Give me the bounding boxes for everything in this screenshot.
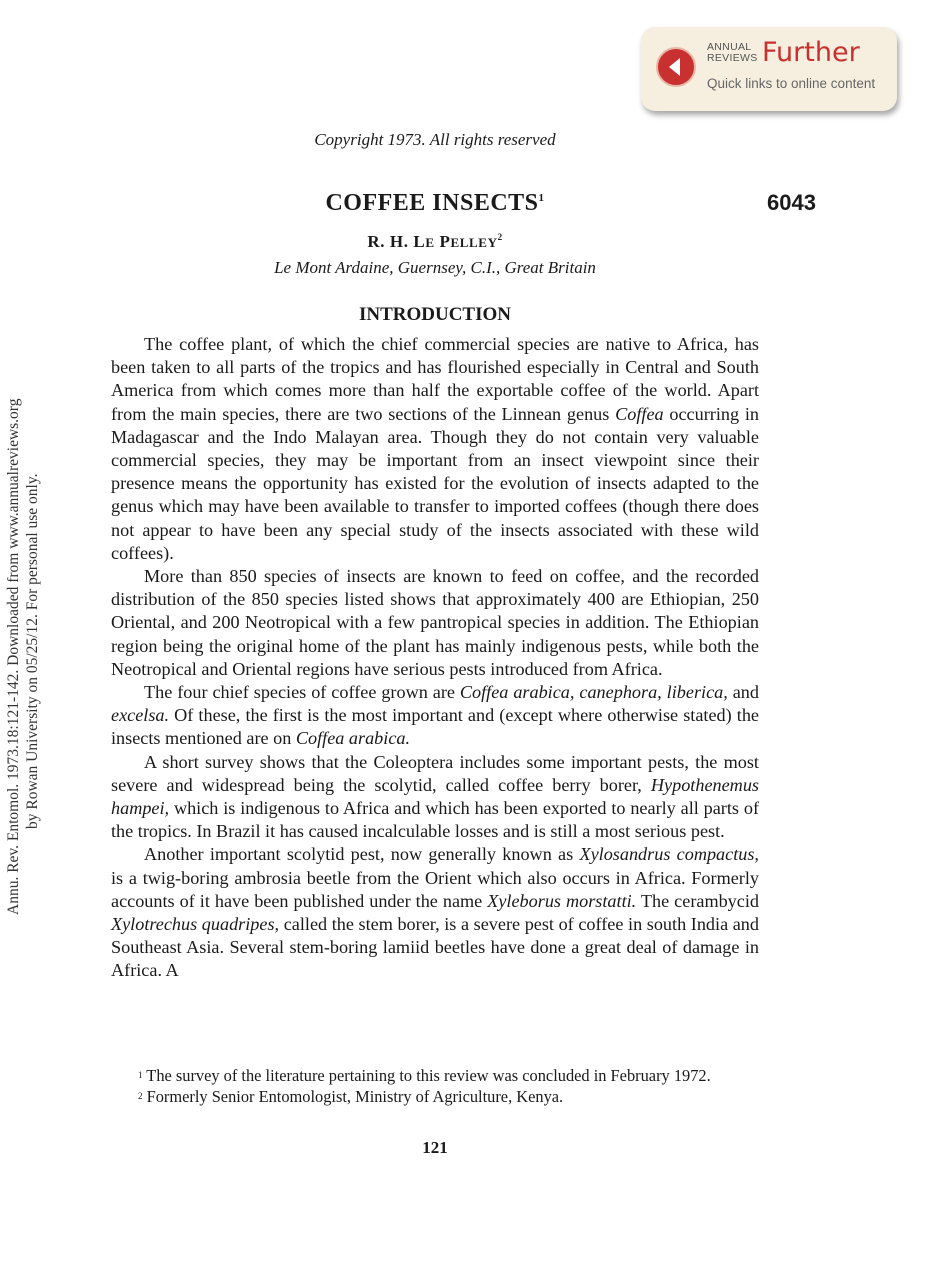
logo-annual: ANNUAL (707, 41, 752, 53)
p2-text: More than 850 species of insects are known to feed on coffee, and the recorded distribution of the 850 species listed shows that approximately 400 are Ethiopian, 250 Oriental, and 200 Neotropical with a few pantropical species in addition. The Ethiopian region being the original home of the plant has mainly indigenous pests, while both the Neotropical and Oriental regions have serious pests introduced from Africa. (111, 566, 759, 679)
paragraph-1 (111, 333, 759, 565)
paragraph-4 (111, 751, 759, 844)
author-affiliation: Le Mont Ardaine, Guernsey, C.I., Great Britain (274, 258, 596, 277)
paragraph-2 (111, 565, 759, 681)
body-text (111, 333, 759, 983)
logo-reviews: REVIEWS (707, 52, 758, 64)
p3-text-c: Of these, the first is the most important and (except where otherwise stated) the insects mentioned are on (111, 705, 759, 749)
p1-text-b: occurring in Madagascar and the Indo Malayan area. Though they do not contain very valuable commercial species, they may be important from an insect viewpoint since their presence means the opportunity has existed for the evolution of insects adapted to the genus which may have been available to transfer to imported coffees (though there does not appear to have been any special study of the insects associated with these wild coffees). (111, 403, 759, 563)
author-part-2: E (425, 235, 435, 250)
title-footnote-mark[interactable]: 1 (538, 192, 545, 204)
p3-text-b: and (727, 682, 759, 703)
author-footnote-mark[interactable]: 2 (497, 232, 503, 242)
p1-italic: Coffea (615, 403, 664, 424)
p4-text-b: which is indigenous to Africa and which has been exported to nearly all parts of the tropics. In Brazil it has caused incalculable losses and is still a most serious pest. (111, 798, 759, 842)
author-part-3: P (434, 232, 451, 251)
further-badge[interactable] (641, 27, 897, 111)
quick-links-link[interactable]: Quick links to online content (707, 76, 876, 91)
p5-text-d: called the stem borer, is a severe pest of coffee in south India and Southeast Asia. Several stem-boring lamiid beetles have done a great deal of damage in Africa. A (111, 914, 759, 981)
p5-italic-1: Xylosandrus compactus, (579, 844, 759, 865)
footnote-2-mark: 2 (138, 1091, 143, 1101)
copyright-line: Copyright 1973. All rights reserved (314, 130, 556, 149)
p5-text-a: Another important scolytid pest, now generally known as (144, 844, 580, 865)
author-name (110, 232, 760, 252)
p3-italic-3: Coffea arabica. (295, 728, 411, 749)
article-code: 6043 (767, 190, 816, 215)
section-heading: INTRODUCTION (358, 304, 512, 325)
p5-italic-3: Xylotrechus quadripes, (111, 914, 280, 935)
p3-italic-2: excelsa. (111, 705, 170, 726)
p1-text: The coffee plant, of which the chief commercial species are native to Africa, has been taken to all parts of the tropics and has flourished especially in Central and South America from which comes more than half the exportable coffee of the world. Apart from the main species, there are two sections of the Linnean genus (111, 334, 759, 424)
title-text: COFFEE INSECTS (325, 190, 539, 216)
page-number: 121 (422, 1138, 448, 1157)
p5-italic-2: Xyleborus morstatti. (487, 890, 637, 911)
back-arrow-icon (656, 47, 696, 87)
p5-text-b: is a twig-boring ambrosia beetle from the Orient which also occurs in Africa. Formerly accounts of it have been published under the name (111, 867, 759, 911)
p3-text-a: The four chief species of coffee grown are (144, 682, 460, 703)
p3-italic-1: Coffea arabica, canephora, liberica, (459, 682, 728, 703)
footnote-1 (111, 1065, 759, 1086)
author-part-1: R. H. L (367, 232, 426, 251)
further-label: Further (762, 37, 860, 68)
p4-italic-1: Hypothenemus hampei, (111, 774, 759, 819)
article-title (110, 190, 760, 217)
paragraph-3 (111, 681, 759, 751)
paragraph-5 (111, 843, 759, 982)
p4-text-a: A short survey shows that the Coleoptera includes some important pests, the most severe and widespread being the scolytid, called coffee berry borer, (111, 751, 759, 795)
download-note-line-1: Annu. Rev. Entomol. 1973.18:121-142. Downloaded from www.annualreviews.org (5, 398, 22, 915)
footnotes (111, 1065, 759, 1107)
annual-reviews-logo (707, 42, 758, 64)
footnote-1-text: The survey of the literature pertaining to this review was concluded in February 1972. (142, 1066, 711, 1085)
p5-text-c: The cerambycid (636, 890, 759, 911)
footnote-2 (111, 1086, 759, 1107)
download-note-line-2: by Rowan University on 05/25/12. For personal use only. (24, 473, 41, 829)
footnote-1-mark: 1 (138, 1070, 143, 1080)
footnote-2-text: Formerly Senior Entomologist, Ministry of Agriculture, Kenya. (142, 1087, 564, 1106)
author-part-4: ELLEY (450, 235, 498, 250)
